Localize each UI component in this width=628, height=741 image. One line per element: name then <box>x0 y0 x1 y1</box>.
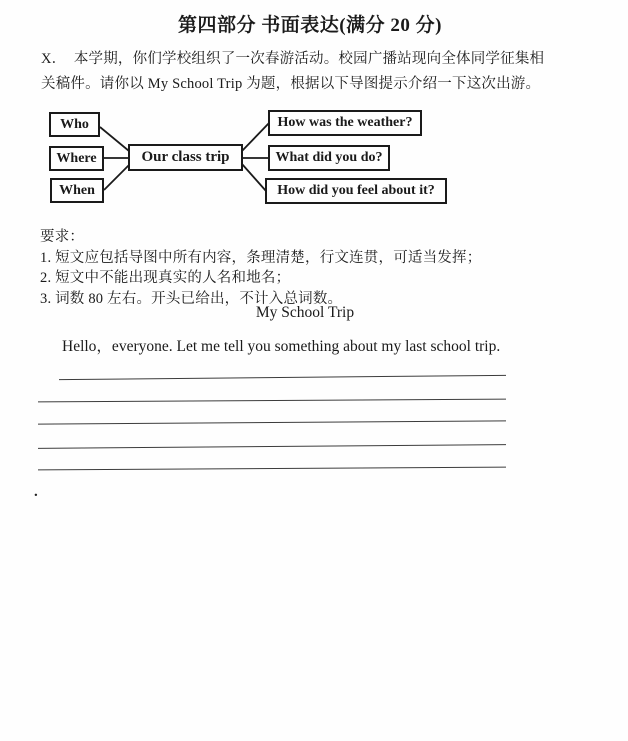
requirement-item-2: 2. 短文中不能出现真实的人名和地名； <box>40 270 291 286</box>
requirement-item-1: 1. 短文应包括导图中所有内容，条理清楚，行文连贯，可适当发挥； <box>40 249 482 266</box>
task-instructions-line-2: 关稿件。请你以 My School Trip 为题，根据以下导图提示介绍一下这次出游。 <box>41 76 541 92</box>
writing-line <box>38 399 506 403</box>
section-title: 第四部分 书面表达(满分 20 分) <box>178 15 442 36</box>
writing-line <box>38 467 506 471</box>
task-instructions-line-1: X． 本学期，你们学校组织了一次春游活动。校园广播站现向全体同学征集相 <box>41 51 545 67</box>
stray-ink-mark: . <box>34 484 38 500</box>
requirement-item-3: 3. 词数 80 左右。开头已给出，不计入总词数。 <box>40 290 343 307</box>
essay-title: My School Trip <box>255 304 355 321</box>
mindmap-node-what-did-you-do: What did you do? <box>268 145 390 171</box>
writing-line <box>38 420 506 424</box>
mindmap-node-center: Our class trip <box>128 144 243 171</box>
requirements-heading: 要求： <box>40 229 85 245</box>
task-instructions <box>41 47 544 97</box>
mindmap-node-who: Who <box>49 112 100 137</box>
writing-line <box>38 444 506 449</box>
mindmap-node-feel-about-it: How did you feel about it? <box>265 178 447 204</box>
mindmap-node-when: When <box>50 178 104 203</box>
writing-line <box>59 375 506 380</box>
mindmap-diagram <box>0 105 628 210</box>
essay-opening-sentence: Hello，everyone. Let me tell you something about my last school trip. <box>62 338 501 355</box>
mindmap-node-weather: How was the weather? <box>268 110 422 136</box>
mindmap-node-where: Where <box>49 146 104 171</box>
requirements-section <box>40 227 481 309</box>
